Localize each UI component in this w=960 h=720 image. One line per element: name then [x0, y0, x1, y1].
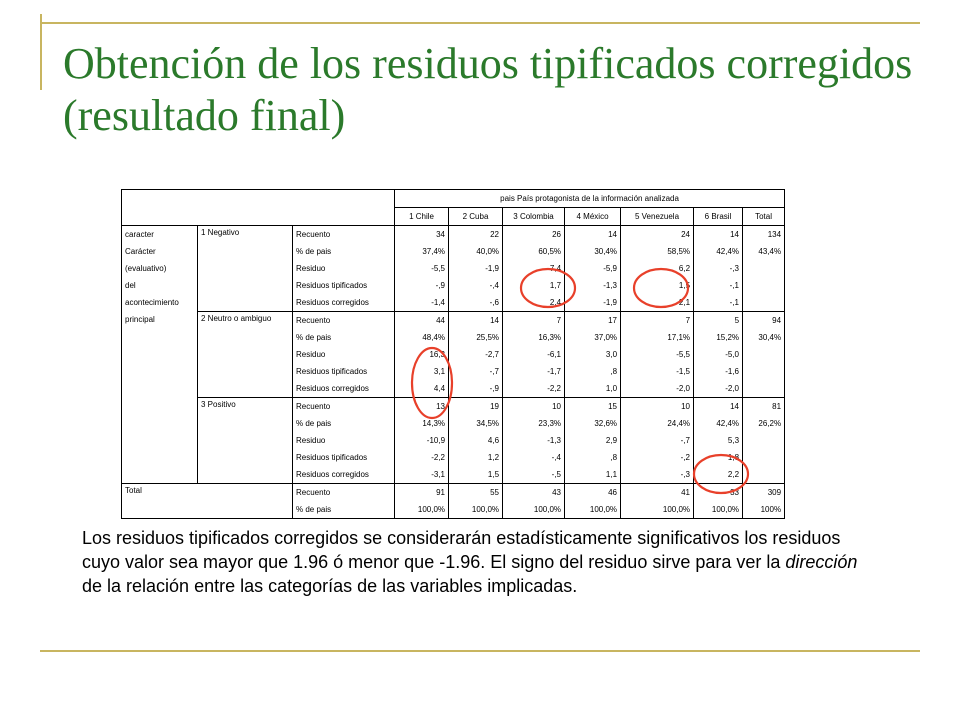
table-cell: 100,0% [565, 501, 621, 519]
table-cell: 4,6 [449, 432, 503, 449]
table-cell: 100,0% [395, 501, 449, 519]
table-row [122, 312, 785, 330]
table-cell: -5,0 [694, 346, 743, 363]
table-cell [743, 432, 785, 449]
table-cell: 46 [565, 484, 621, 502]
table-cell: 1,2 [449, 449, 503, 466]
table-cell: 14 [449, 312, 503, 330]
table-cell: 100,0% [503, 501, 565, 519]
statistic-label: Residuos corregidos [293, 380, 395, 398]
total-row [122, 484, 785, 502]
table-cell: -1,4 [395, 294, 449, 312]
slide-title: Obtención de los residuos tipificados corregidos (resultado final) [63, 39, 913, 140]
table-cell: 30,4% [565, 243, 621, 260]
table-cell: -1,3 [503, 432, 565, 449]
table-cell: 22 [449, 226, 503, 244]
statistic-label: Residuos tipificados [293, 277, 395, 294]
table-cell: ,8 [565, 449, 621, 466]
table-cell: 91 [395, 484, 449, 502]
accent-line-top [40, 22, 920, 24]
table-cell [743, 380, 785, 398]
table-row [122, 226, 785, 244]
table-cell: -1,3 [565, 277, 621, 294]
table-cell: 42,4% [694, 243, 743, 260]
row-variable-line: del [125, 281, 136, 290]
row-variable-line: principal [125, 315, 155, 324]
column-header: 4 México [565, 208, 621, 226]
table-cell [743, 260, 785, 277]
table-cell: 134 [743, 226, 785, 244]
table-cell: 7,4 [503, 260, 565, 277]
statistic-label: Residuo [293, 346, 395, 363]
table-cell: 1,5 [621, 277, 694, 294]
table-cell: -2,2 [503, 380, 565, 398]
table-cell: -6,1 [503, 346, 565, 363]
table-cell: 44 [395, 312, 449, 330]
row-category-label: 3 Positivo [198, 398, 293, 484]
row-variable-line: (evaluativo) [125, 264, 167, 273]
row-variable-line: caracter [125, 230, 154, 239]
table-cell: 1,5 [449, 466, 503, 484]
caption-part-2: de la relación entre las categorías de las variables implicadas. [82, 576, 578, 596]
table-cell: -2,0 [694, 380, 743, 398]
table-cell [743, 449, 785, 466]
corner-cell [122, 190, 395, 226]
table-cell: 41 [621, 484, 694, 502]
statistic-label: Residuos corregidos [293, 466, 395, 484]
table-cell: -1,5 [621, 363, 694, 380]
caption-part-1: Los residuos tipificados corregidos se considerarán estadísticamente significativos los residuos cuyo valor sea mayor que 1.96 ó menor que -1.96. El signo del residuo sirve para ver la [82, 528, 841, 572]
table-cell: -,9 [449, 380, 503, 398]
statistic-label: % de pais [293, 501, 395, 519]
table-cell: 43,4% [743, 243, 785, 260]
table-cell: -2,2 [395, 449, 449, 466]
table-cell: -1,7 [503, 363, 565, 380]
column-header: 6 Brasil [694, 208, 743, 226]
table-cell: 2,4 [503, 294, 565, 312]
table-cell: 81 [743, 398, 785, 416]
table-cell: -,3 [694, 260, 743, 277]
table-cell: 60,5% [503, 243, 565, 260]
table-cell: 1,0 [565, 380, 621, 398]
table-cell: 34 [395, 226, 449, 244]
table-cell: 25,5% [449, 329, 503, 346]
table-row [122, 398, 785, 416]
statistic-label: Residuos tipificados [293, 363, 395, 380]
table-cell: -2,0 [621, 380, 694, 398]
table-cell [743, 294, 785, 312]
table-cell: 24,4% [621, 415, 694, 432]
table-cell: 13 [395, 398, 449, 416]
table-cell: 100,0% [449, 501, 503, 519]
table-cell: -1,9 [565, 294, 621, 312]
table-cell: 5 [694, 312, 743, 330]
table-cell: 16,3 [395, 346, 449, 363]
table-cell: 3,0 [565, 346, 621, 363]
column-variable-label: pais País protagonista de la información analizada [395, 190, 785, 208]
statistic-label: Recuento [293, 312, 395, 330]
table-cell: 19 [449, 398, 503, 416]
total-label: Total [122, 484, 293, 519]
table-cell [743, 277, 785, 294]
statistic-label: % de pais [293, 329, 395, 346]
table-cell: -10,9 [395, 432, 449, 449]
table-cell: 100% [743, 501, 785, 519]
table-cell: 33 [694, 484, 743, 502]
column-header: Total [743, 208, 785, 226]
table-cell: 100,0% [621, 501, 694, 519]
row-category-label: 2 Neutro o ambiguo [198, 312, 293, 398]
crosstab-table [121, 189, 784, 516]
row-variable-label [122, 226, 198, 484]
table-cell: 6,2 [621, 260, 694, 277]
table-cell: 32,6% [565, 415, 621, 432]
table-cell: -,7 [621, 432, 694, 449]
table-cell: 16,3% [503, 329, 565, 346]
table-cell [743, 466, 785, 484]
table-cell: 309 [743, 484, 785, 502]
row-category-label: 1 Negativo [198, 226, 293, 312]
table-cell: 14,3% [395, 415, 449, 432]
table-cell: 34,5% [449, 415, 503, 432]
column-header: 5 Venezuela [621, 208, 694, 226]
table-cell: -,1 [694, 294, 743, 312]
table-cell: -,5 [503, 466, 565, 484]
table-cell: -,6 [449, 294, 503, 312]
table-cell: -,1 [694, 277, 743, 294]
accent-line-left [40, 14, 42, 90]
row-variable-line: Carácter [125, 247, 156, 256]
table-cell: 1,7 [503, 277, 565, 294]
table-cell: 1,1 [565, 466, 621, 484]
table-cell: 4,4 [395, 380, 449, 398]
table-cell: 24 [621, 226, 694, 244]
table-cell: 43 [503, 484, 565, 502]
table-cell: -2,7 [449, 346, 503, 363]
table-cell: 7 [503, 312, 565, 330]
table-cell: 14 [694, 226, 743, 244]
statistic-label: Residuo [293, 432, 395, 449]
table-cell: 55 [449, 484, 503, 502]
row-variable-line: acontecimiento [125, 298, 179, 307]
table-cell: 37,4% [395, 243, 449, 260]
table-cell: -3,1 [395, 466, 449, 484]
table-cell: 17 [565, 312, 621, 330]
table-cell: 14 [565, 226, 621, 244]
table-cell: 2,2 [694, 466, 743, 484]
table-cell: 1,8 [694, 449, 743, 466]
table-cell: -,4 [503, 449, 565, 466]
statistic-label: Recuento [293, 484, 395, 502]
table-cell: 40,0% [449, 243, 503, 260]
header-row-variable [122, 190, 785, 208]
table-cell: 17,1% [621, 329, 694, 346]
statistic-label: Residuo [293, 260, 395, 277]
table-cell [743, 363, 785, 380]
table-cell: 15 [565, 398, 621, 416]
table-cell: 2,1 [621, 294, 694, 312]
table-cell: 7 [621, 312, 694, 330]
table-cell: -,4 [449, 277, 503, 294]
table-cell: 14 [694, 398, 743, 416]
table-cell: -5,9 [565, 260, 621, 277]
table-cell: 30,4% [743, 329, 785, 346]
table-cell: 10 [503, 398, 565, 416]
table-cell: -,7 [449, 363, 503, 380]
table-cell: 37,0% [565, 329, 621, 346]
table-cell: -,2 [621, 449, 694, 466]
table-cell: -1,9 [449, 260, 503, 277]
table-cell: 26 [503, 226, 565, 244]
statistic-label: Recuento [293, 398, 395, 416]
table-cell: -5,5 [395, 260, 449, 277]
table-cell: -1,6 [694, 363, 743, 380]
caption-emphasis: dirección [785, 552, 858, 572]
table-cell: 58,5% [621, 243, 694, 260]
table-cell: 10 [621, 398, 694, 416]
table-cell: -5,5 [621, 346, 694, 363]
table-cell: 100,0% [694, 501, 743, 519]
table-cell: 94 [743, 312, 785, 330]
table-cell: 5,3 [694, 432, 743, 449]
table-cell: ,8 [565, 363, 621, 380]
table-cell [743, 346, 785, 363]
table-cell: -,9 [395, 277, 449, 294]
table-cell: 26,2% [743, 415, 785, 432]
statistic-label: Residuos tipificados [293, 449, 395, 466]
table-cell: 42,4% [694, 415, 743, 432]
statistic-label: % de pais [293, 243, 395, 260]
statistic-label: % de pais [293, 415, 395, 432]
column-header: 3 Colombia [503, 208, 565, 226]
statistic-label: Residuos corregidos [293, 294, 395, 312]
table-cell: 3,1 [395, 363, 449, 380]
table-cell: 15,2% [694, 329, 743, 346]
table-cell: 48,4% [395, 329, 449, 346]
table-cell: 2,9 [565, 432, 621, 449]
caption-text [82, 526, 862, 598]
accent-line-bottom [40, 650, 920, 652]
statistic-label: Recuento [293, 226, 395, 244]
table-cell: -,3 [621, 466, 694, 484]
column-header: 1 Chile [395, 208, 449, 226]
column-header: 2 Cuba [449, 208, 503, 226]
table-cell: 23,3% [503, 415, 565, 432]
